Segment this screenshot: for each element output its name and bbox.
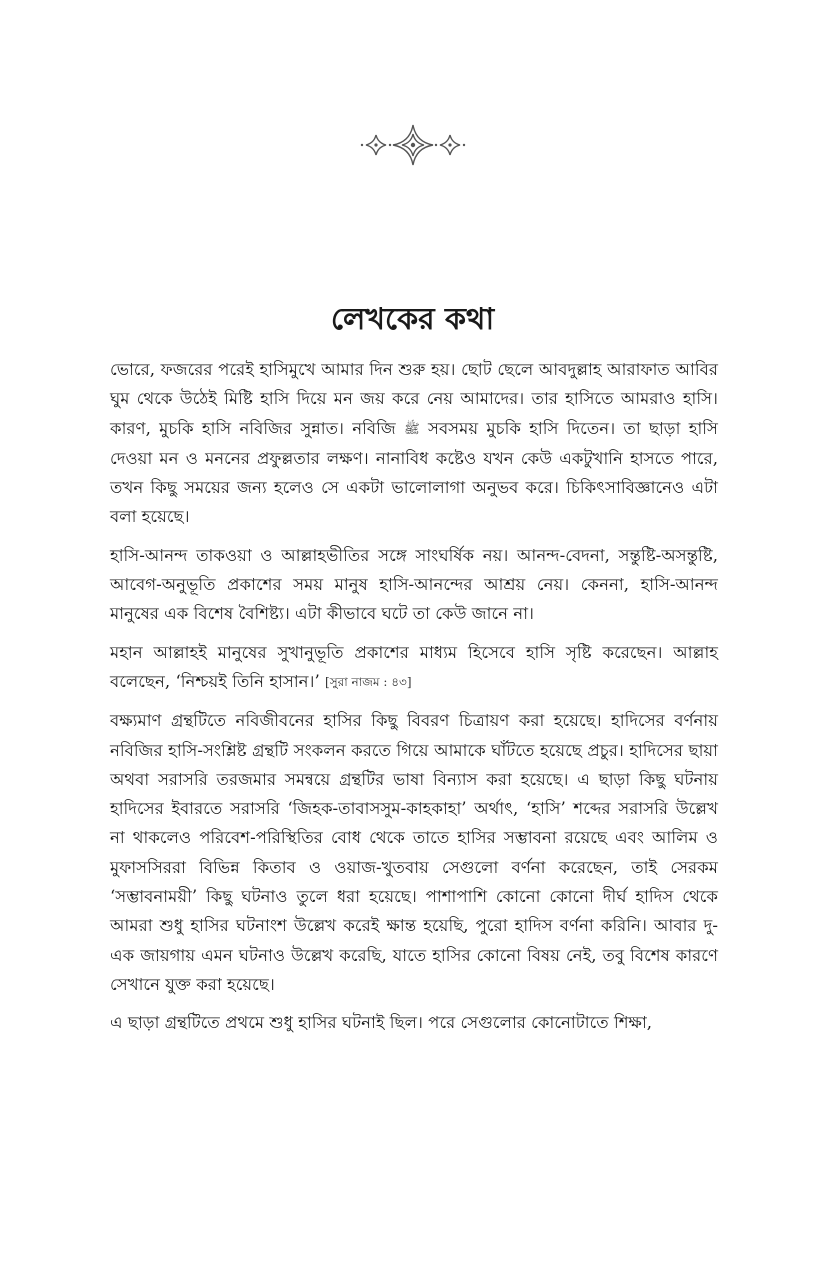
body-text — [110, 355, 718, 1047]
paragraph-1 — [110, 355, 718, 532]
page-title: লেখকের কথা — [330, 302, 495, 338]
diamond-star-ornament-icon — [358, 120, 468, 170]
quran-citation: [সুরা নাজম : ৪৩] — [325, 674, 412, 689]
paragraph-3 — [110, 638, 718, 698]
ornament-divider — [0, 120, 825, 170]
paragraph-3-text: মহান আল্লাহই মানুষের সুখানুভূতি প্রকাশের মাধ্যম হিসেবে হাসি সৃষ্টি করেছেন। আল্লাহ বলেছেন, ‘নিশ্চয়ই তিনি হাসান।’ — [110, 642, 718, 691]
salutation-mark: ﷺ — [403, 421, 420, 437]
paragraph-5: এ ছাড়া গ্রন্থটিতে প্রথমে শুধু হাসির ঘটনাই ছিল। পরে সেগুলোর কোনোটাতে শিক্ষা, — [110, 1013, 653, 1033]
paragraph-1-text-start: ভোরে, ফজরের পরেই হাসিমুখে আমার দিন শুরু হয়। ছোট ছেলে আবদুল্লাহ আরাফাত আবির ঘুম থেকে উঠেই মিষ্টি হাসি দিয়ে মন জয় করে নেয় আমাদের। তার হাসিতে আমরাও হাসি। কারণ, মুচকি হাসি নবিজির সুন্নাত। নবিজি — [110, 360, 718, 438]
paragraph-2: হাসি-আনন্দ তাকওয়া ও আল্লাহভীতির সঙ্গে সাংঘর্ষিক নয়। আনন্দ-বেদনা, সন্তুষ্টি-অসন্তুষ্টি, আবেগ-অনুভূতি প্রকাশের সময় মানুষ হাসি-আনন্দের আশ্রয় নেয়। কেননা, হাসি-আনন্দ মানুষের এক বিশেষ বৈশিষ্ট্য। এটা কীভাবে ঘটে তা কেউ জানে না। — [110, 545, 718, 624]
paragraph-4: বক্ষ্যমাণ গ্রন্থটিতে নবিজীবনের হাসির কিছু বিবরণ চিত্রায়ণ করা হয়েছে। হাদিসের বর্ণনায় নবিজির হাসি-সংশ্লিষ্ট গ্রন্থটি সংকলন করতে গিয়ে আমাকে ঘাঁটতে হয়েছে প্রচুর। হাদিসের ছায়া অথবা সরাসরি তরজমার সমন্বয়ে গ্রন্থটির ভাষা বিন্যাস করা হয়েছে। এ ছাড়া কিছু ঘটনায় হাদিসের ইবারতে সরাসরি ‘জিহক-তাবাসসুম-কাহকাহা’ অর্থাৎ, ‘হাসি’ শব্দের সরাসরি উল্লেখ না থাকলেও পরিবেশ-পরিস্থিতির বোধ থেকে তাতে হাসির সম্ভাবনা রয়েছে এবং আলিম ও মুফাসসিররা বিভিন্ন কিতাব ও ওয়াজ-খুতবায় সেগুলো বর্ণনা করেছেন, তাই সেরকম ‘সম্ভাবনাময়ী’ কিছু ঘটনাও তুলে ধরা হয়েছে। পাশাপাশি কোনো কোনো দীর্ঘ হাদিস থেকে আমরা শুধু হাসির ঘটনাংশ উল্লেখ করেই ক্ষান্ত হয়েছি, পুরো হাদিস বর্ণনা করিনি। আবার দু-এক জায়গায় এমন ঘটনাও উল্লেখ করেছি, যাতে হাসির কোনো বিষয় নেই, তবু বিশেষ কারণে সেখানে যুক্ত করা হয়েছে। — [110, 711, 718, 994]
paragraph-1-text-end: সবসময় মুচকি হাসি দিতেন। তা ছাড়া হাসি দেওয়া মন ও মননের প্রফুল্লতার লক্ষণ। নানাবিধ কষ্টেও যখন কেউ একটুখানি হাসতে পারে, তখন কিছু সময়ের জন্য হলেও সে একটা ভালোলাগা অনুভব করে। চিকিৎসাবিজ্ঞানেও এটা বলা হয়েছে। — [110, 418, 718, 527]
